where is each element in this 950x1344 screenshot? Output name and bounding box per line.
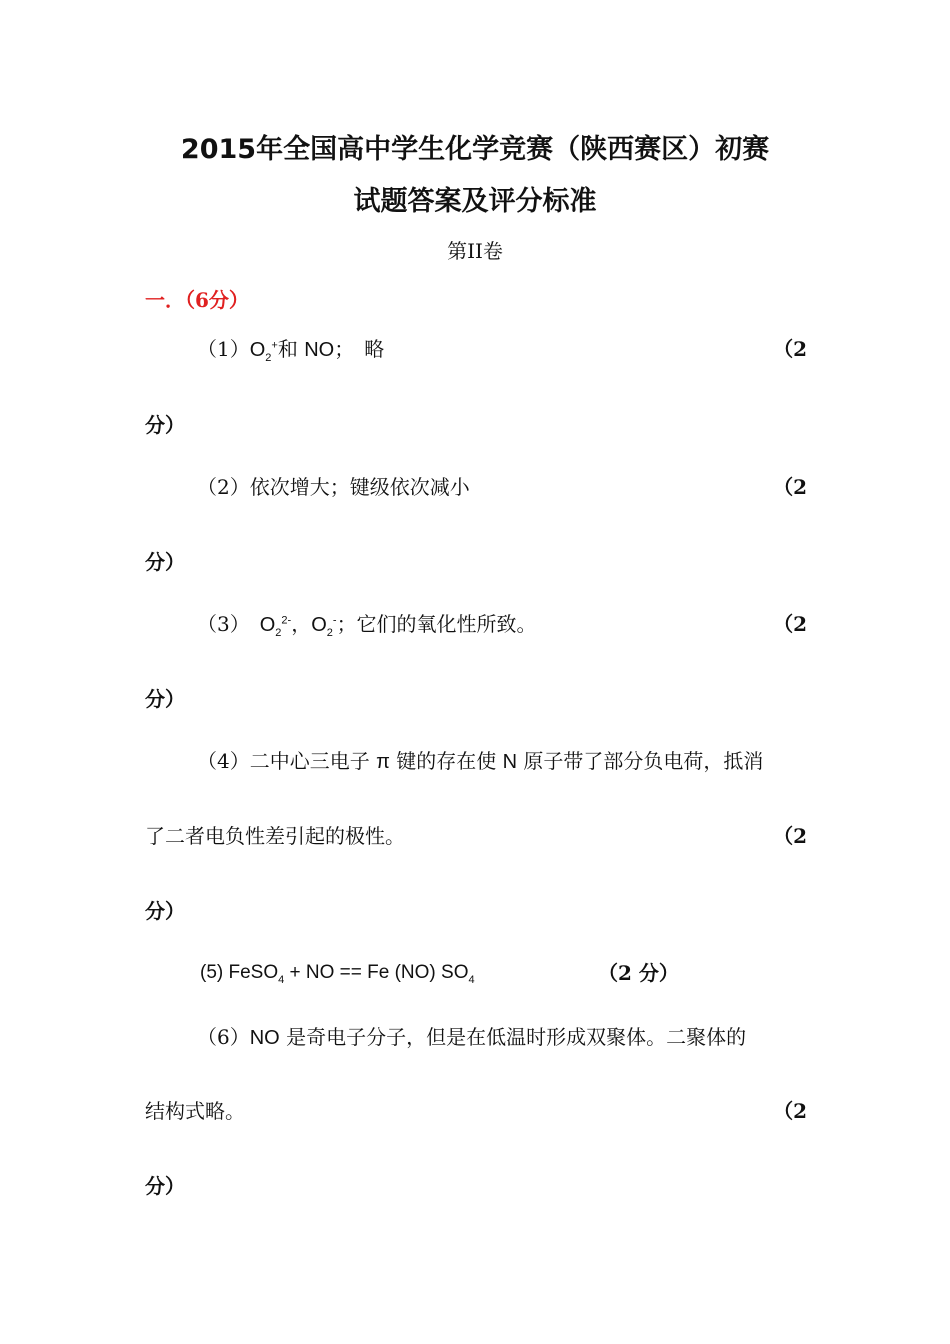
document-title: 2015年全国高中学生化学竞赛（陕西赛区）初赛 — [180, 134, 770, 165]
answer-2: （2）依次增大；键级依次减小 — [197, 475, 470, 499]
score-5: （2 分） — [598, 961, 679, 985]
answer-1 — [197, 336, 384, 363]
answer-3 — [197, 611, 537, 638]
score-3-unit: 分） — [145, 687, 185, 711]
answer-3-separator: ， — [291, 612, 312, 636]
answer-6-line2: 结构式略。 — [145, 1099, 245, 1123]
section-heading: 一．（6分） — [145, 288, 249, 312]
answer-1-text-a: 和 — [277, 337, 305, 361]
score-1-unit: 分） — [145, 413, 185, 437]
score-4-unit: 分） — [145, 899, 185, 923]
score-4: （2 — [773, 824, 807, 848]
score-6-unit: 分） — [145, 1174, 185, 1198]
score-2-unit: 分） — [145, 550, 185, 574]
pi-symbol: π — [376, 751, 390, 773]
formula-peroxide: $O_2^{2-}$ — [259, 614, 292, 639]
document-subtitle: 试题答案及评分标准 — [353, 186, 597, 217]
score-1: （2 — [773, 337, 807, 361]
formula-superoxide: $O_2^-$ — [311, 614, 337, 639]
answer-4-line1: （4）二中心三电子 π 键的存在使 N 原子带了部分负电荷，抵消 — [197, 749, 764, 773]
formula-no-6: NO — [249, 1027, 280, 1049]
volume-label: 第II卷 — [447, 239, 503, 263]
score-3: （2 — [773, 612, 807, 636]
score-6: （2 — [773, 1099, 807, 1123]
answer-4-line2: 了二者电负性差引起的极性。 — [145, 824, 405, 848]
score-2: （2 — [773, 475, 807, 499]
answer-3-text: ；它们的氧化性所致。 — [336, 612, 537, 636]
answer-5-equation: (5) FeSO$_4$ + NO == Fe (NO) $SO_4$ — [200, 962, 475, 986]
nitrogen-symbol: N — [502, 751, 518, 773]
formula-o2-cation: $O_2^+$ — [249, 339, 278, 364]
answer-3-number: （3） — [197, 612, 260, 636]
answer-1-text-b: ； 略 — [334, 337, 385, 361]
answer-1-number: （1） — [197, 337, 250, 361]
formula-no: NO — [304, 339, 335, 361]
answer-6-line1: （6）NO 是奇电子分子，但是在低温时形成双聚体。二聚体的 — [197, 1025, 747, 1049]
